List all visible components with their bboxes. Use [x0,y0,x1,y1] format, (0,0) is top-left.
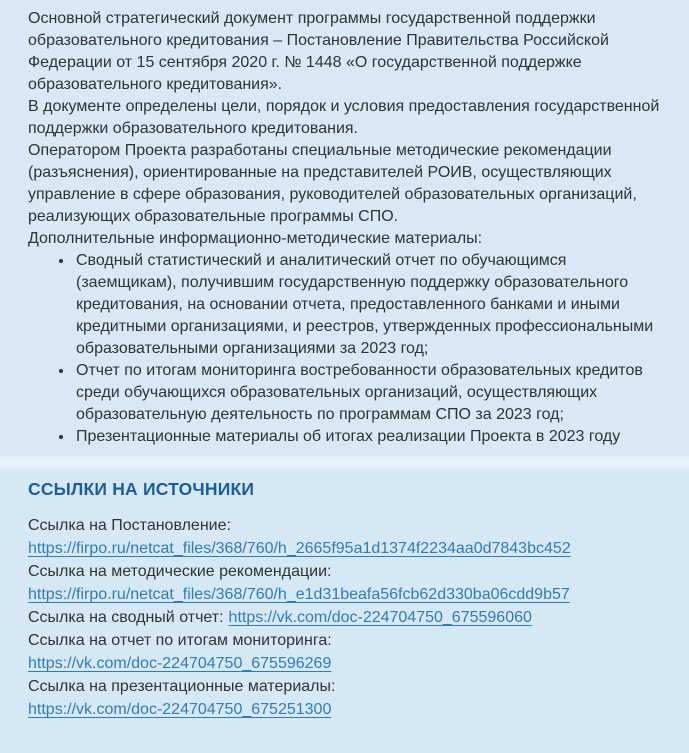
source-entry [28,606,663,629]
intro-paragraph: Оператором Проекта разработаны специальные методические рекомендации (разъяснения), ориентированные на представителей РОИВ, осуществляющих управление в сфере образования, руководителей образовательных организаций, реализующих образовательные программы СПО. [28,142,637,225]
source-entry [28,583,663,606]
source-link[interactable]: https://vk.com/doc-224704750_675596269 [28,655,332,672]
source-label: Ссылка на сводный отчет: [28,609,224,626]
source-entry [28,537,663,560]
source-entry [28,652,663,675]
section-divider [0,456,689,469]
intro-paragraphs [28,8,663,250]
intro-paragraph: Основной стратегический документ программы государственной поддержки образовательного кредитования – Постановление Правительства Российской Федерации от 15 сентября 2020 г. № 1448 «О государственной поддержке образовательного кредитования». [28,10,609,93]
source-link[interactable]: https://firpo.ru/netcat_files/368/760/h_e1d31beafa56fcb62d330ba06cdd9b57 [28,586,570,603]
source-label: Ссылка на Постановление: [28,517,231,534]
source-link[interactable]: https://vk.com/doc-224704750_675596060 [228,609,532,626]
materials-list-item: • Сводный статистический и аналитический отчет по обучающимся (заемщикам), получившим государственную поддержку образовательного кредитования, на основании отчета, предоставленного банками и иными кредитными организациями, и реестров, утвержденных профессиональными образовательными организациями за 2023 год; [74,250,663,360]
sources-section [0,469,689,753]
sources-links [28,514,663,721]
source-link[interactable]: https://firpo.ru/netcat_files/368/760/h_2665f95a1d1374f2234aa0d7843bc452 [28,540,571,557]
source-label: Ссылка на методические рекомендации: [28,563,332,580]
sources-heading: ССЫЛКИ НА ИСТОЧНИКИ [28,479,255,499]
materials-list-item: • Презентационные материалы об итогах реализации Проекта в 2023 году [74,426,663,448]
source-label: Ссылка на отчет по итогам мониторинга: [28,632,332,649]
intro-paragraph: Дополнительные информационно-методические материалы: [28,230,483,247]
source-label: Ссылка на презентационные материалы: [28,678,336,695]
materials-list-item: • Отчет по итогам мониторинга востребованности образовательных кредитов среди обучающихся образовательных организаций, осуществляющих образовательную деятельность по программам СПО за 2023 год; [74,360,663,426]
source-entry [28,698,663,721]
materials-list [28,250,663,448]
source-link[interactable]: https://vk.com/doc-224704750_675251300 [28,701,332,718]
intro-paragraph: В документе определены цели, порядок и условия предоставления государственной поддержки образовательного кредитования. [28,98,660,137]
